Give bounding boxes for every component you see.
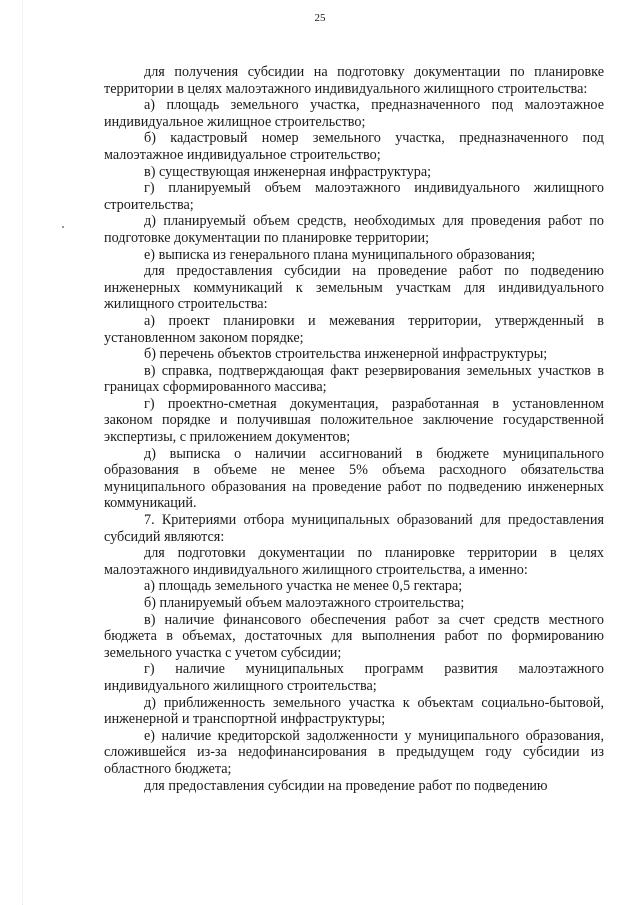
paragraph-20: д) приближенность земельного участка к объектам социально-бытовой, инженерной и транспортной инфраструктуры;	[104, 694, 604, 728]
paragraph-18: в) наличие финансового обеспечения работ за счет средств местного бюджета в объемах, достаточных для выполнения работ по формированию земельного участка с учетом субсидии;	[104, 611, 604, 661]
paragraph-22: для предоставления субсидии на проведение работ по подведению	[144, 777, 548, 794]
paragraph-21: е) наличие кредиторской задолженности у муниципального образования, сложившейся из-за недофинансирования в предыдущем году субсидии из областного бюджета;	[104, 727, 604, 777]
page-number: 25	[314, 12, 326, 24]
paragraph-11: в) справка, подтверждающая факт резервирования земельных участков в границах сформированного массива;	[104, 362, 604, 396]
paragraph-3: б) кадастровый номер земельного участка, предназначенного под малоэтажное индивидуальное строительство;	[104, 130, 604, 163]
paragraph-7: е) выписка из генерального плана муниципального образования;	[144, 246, 536, 263]
paragraph-14: 7. Критериями отбора муниципальных образований для предоставления субсидий являются:	[104, 512, 604, 545]
paragraph-9: а) проект планировки и межевания территории, утвержденный в установленном законом порядке;	[104, 312, 604, 346]
paragraph-5: г) планируемый объем малоэтажного индивидуального жилищного строительства;	[104, 180, 604, 213]
paragraph-15: для подготовки документации по планировке территории в целях малоэтажного индивидуального жилищного строительства, а именно:	[104, 545, 604, 578]
paragraph-8: для предоставления субсидии на проведение работ по подведению инженерных коммуникаций к земельным участкам для индивидуального жилищного строительства:	[104, 263, 604, 313]
binding-margin	[0, 0, 23, 905]
document-body	[104, 64, 604, 794]
paragraph-12: г) проектно-сметная документация, разработанная в установленном законом порядке и получившая положительное заключение государственной экспертизы, с приложением документов;	[104, 395, 604, 446]
paragraph-13: д) выписка о наличии ассигнований в бюджете муниципального образования в объеме не менее 5% объема расходного обязательства муниципального образования на проведение работ по подведению инженерных коммуникаций.	[104, 445, 604, 512]
paragraph-2: а) площадь земельного участка, предназначенного под малоэтажное индивидуальное жилищное строительство;	[104, 97, 604, 130]
paragraph-10: б) перечень объектов строительства инженерной инфраструктуры;	[144, 346, 548, 363]
paragraph-19: г) наличие муниципальных программ развития малоэтажного индивидуального жилищного строительства;	[104, 661, 604, 694]
scan-speck	[62, 226, 64, 228]
paragraph-16: а) площадь земельного участка не менее 0,5 гектара;	[144, 578, 463, 595]
paragraph-6: д) планируемый объем средств, необходимых для проведения работ по подготовке документации по планировке территории;	[104, 213, 604, 246]
paragraph-4: в) существующая инженерная инфраструктура;	[144, 163, 432, 180]
paragraph-17: б) планируемый объем малоэтажного строительства;	[144, 595, 465, 611]
paragraph-1: для получения субсидии на подготовку документации по планировке территории в целях малоэтажного индивидуального жилищного строительства:	[104, 64, 604, 97]
